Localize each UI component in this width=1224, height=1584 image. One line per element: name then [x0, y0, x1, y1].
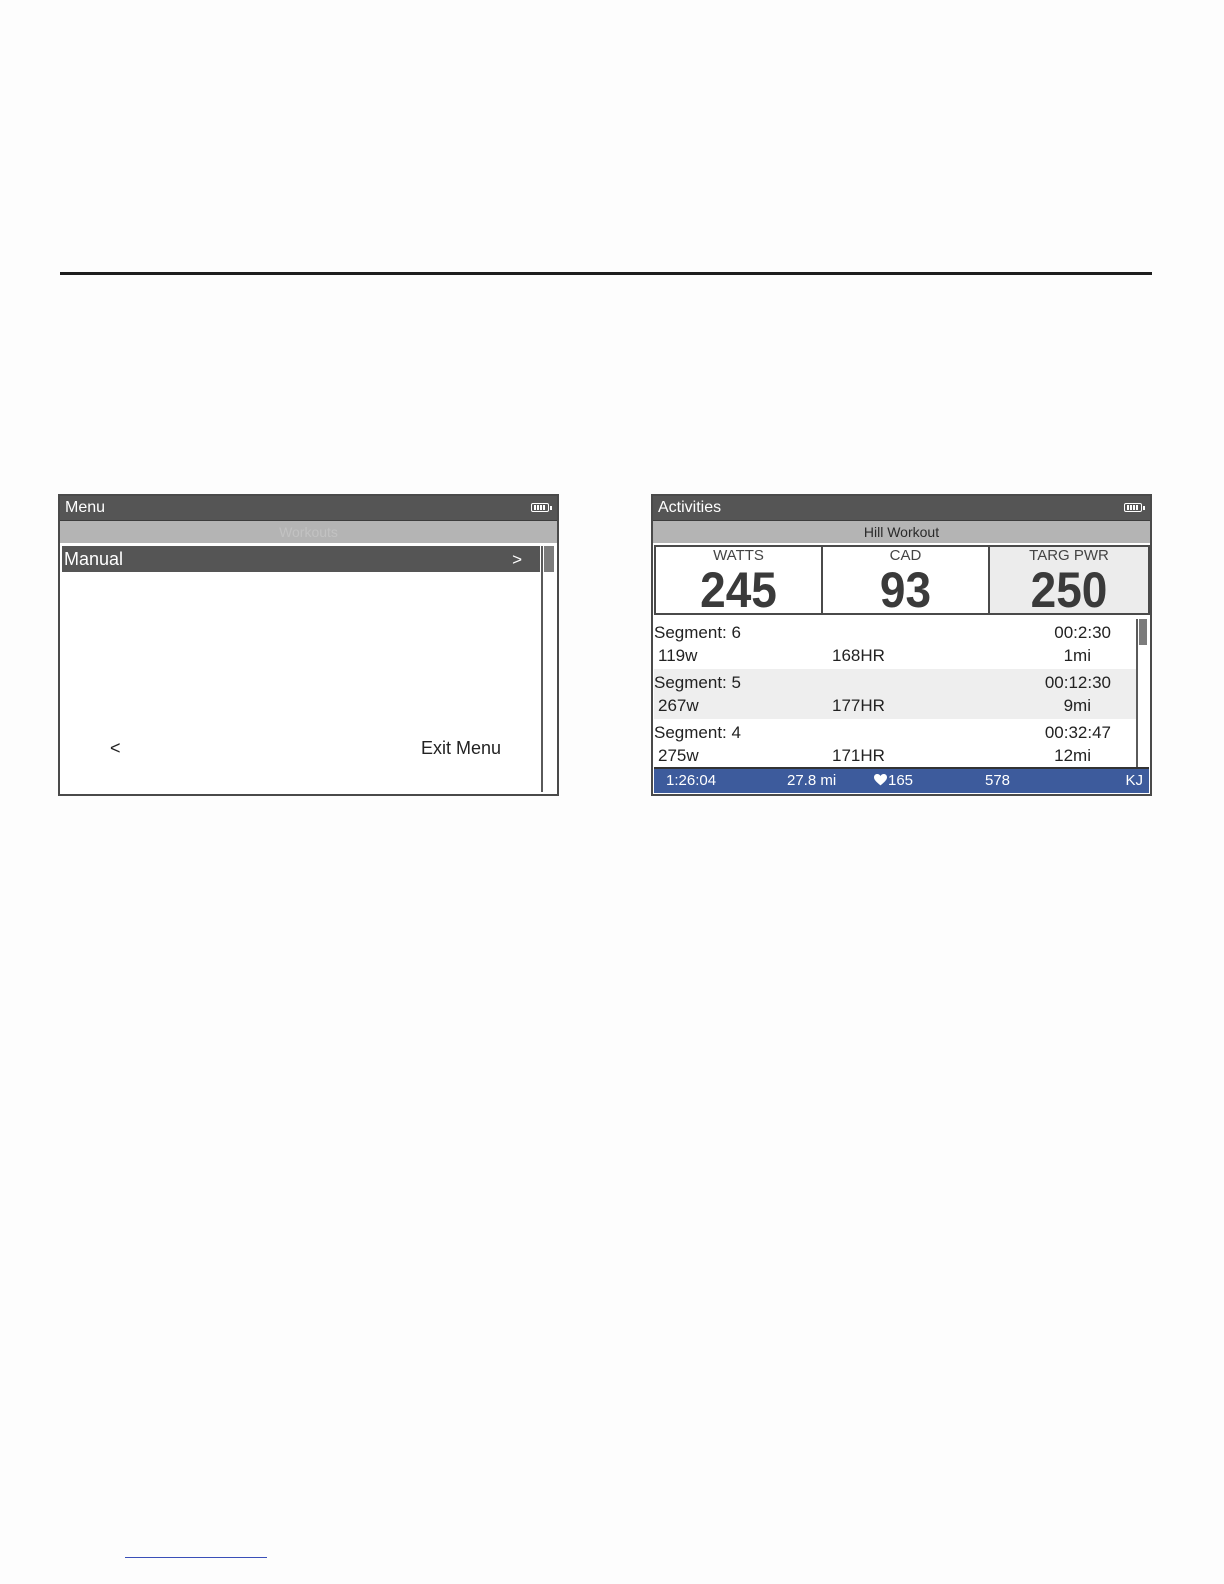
- footer-link-underline[interactable]: [125, 1557, 267, 1558]
- menu-item-manual[interactable]: [62, 546, 540, 572]
- battery-icon: [531, 503, 549, 512]
- heart-icon: [874, 774, 887, 786]
- energy-unit: KJ: [1125, 772, 1143, 789]
- metric-value: 245: [700, 562, 777, 618]
- chevron-right-icon: >: [512, 550, 522, 569]
- activities-title: Activities: [658, 499, 722, 516]
- heart-rate-readout: [874, 772, 913, 790]
- menu-item-label: Manual: [64, 549, 124, 569]
- metric-cadence[interactable]: [821, 545, 990, 618]
- metric-target-power[interactable]: [988, 545, 1150, 618]
- segment-watts: 267w: [658, 696, 699, 715]
- metric-value: 250: [1030, 562, 1108, 618]
- metric-label: CAD: [889, 547, 922, 564]
- metric-value: 93: [879, 562, 932, 618]
- menu-title: Menu: [65, 499, 106, 516]
- segment-title: Segment: 5: [654, 673, 741, 692]
- heart-rate-value: 165: [888, 772, 914, 789]
- segment-heart-rate: 177HR: [832, 696, 885, 715]
- metric-label: WATTS: [713, 547, 764, 564]
- segment-title: Segment: 4: [654, 723, 741, 742]
- segment-list: [654, 619, 1137, 767]
- menu-subtitle: Workouts: [60, 521, 557, 543]
- segment-time: 00:32:47: [1044, 723, 1111, 742]
- menu-screen: [58, 494, 559, 796]
- energy-value: 578: [985, 772, 1011, 789]
- activities-title-bar: [653, 496, 1150, 521]
- status-bar: [654, 767, 1149, 793]
- section-divider: [60, 272, 1152, 275]
- segment-time: 00:12:30: [1044, 673, 1111, 692]
- segment-title: Segment: 6: [654, 623, 741, 642]
- metric-watts[interactable]: [654, 545, 823, 618]
- segment-time: 00:2:30: [1054, 623, 1111, 642]
- segment-distance: 12mi: [1054, 746, 1091, 765]
- metrics-panel: [654, 545, 1150, 617]
- scrollbar-thumb[interactable]: [1139, 619, 1147, 645]
- segment-distance: 1mi: [1063, 646, 1091, 665]
- activities-screen: [651, 494, 1152, 796]
- segment-scrollbar[interactable]: [1136, 619, 1148, 767]
- segment-row[interactable]: [654, 619, 1137, 669]
- segment-row[interactable]: [654, 719, 1137, 769]
- menu-title-bar: [60, 496, 557, 521]
- total-distance: 27.8 mi: [787, 772, 837, 789]
- segment-heart-rate: 168HR: [832, 646, 885, 665]
- exit-menu-button[interactable]: Exit Menu: [420, 738, 501, 758]
- workout-name: Hill Workout: [653, 521, 1150, 543]
- scrollbar-thumb[interactable]: [544, 546, 554, 572]
- battery-icon: [1124, 503, 1142, 512]
- metric-label: TARG PWR: [1029, 547, 1109, 564]
- segment-distance: 9mi: [1063, 696, 1091, 715]
- segment-row[interactable]: [654, 669, 1137, 719]
- segment-watts: 275w: [658, 746, 699, 765]
- back-button[interactable]: <: [110, 738, 121, 758]
- elapsed-time: 1:26:04: [666, 772, 717, 789]
- segment-watts: 119w: [658, 646, 698, 665]
- menu-scrollbar[interactable]: [541, 546, 555, 792]
- segment-heart-rate: 171HR: [832, 746, 885, 765]
